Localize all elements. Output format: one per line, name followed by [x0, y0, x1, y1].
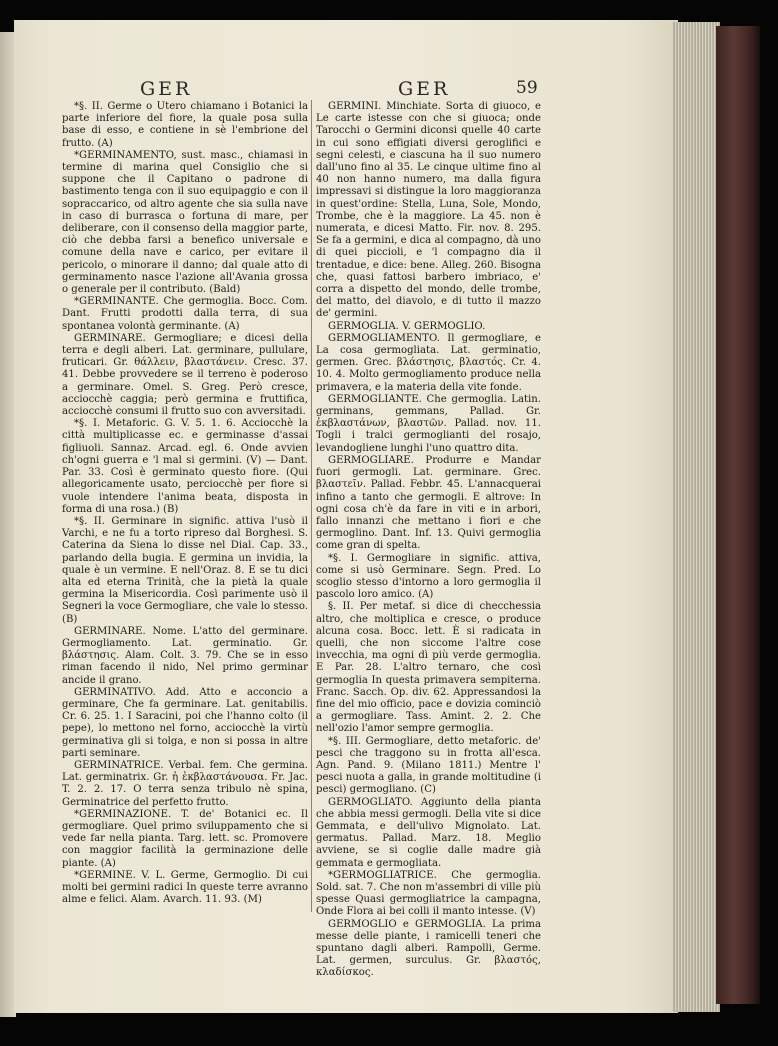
entry: GERMOGLIARE. Produrre e Mandar fuori germogli. Lat. germinare. Grec. βλαστεῖν. Pallad. Febbr. 45. L'annacquerai infino a tanto che germogli. E altrove: In ogni cosa ch'è da fare in viti e in arbori, fallo innanzi che mettano i fiori e che germoglino. Dant. Inf. 13. Quivi germoglia come gran di spelta.	[316, 454, 541, 552]
running-head-center: GER	[398, 78, 451, 100]
entry: GERMINATRICE. Verbal. fem. Che germina. Lat. germinatrix. Gr. ἡ ἐκβλαστάνουσα. Fr. Jac. T. 2. 2. 17. O terra senza tribulo nè spina, Germinatrice del perfetto frutto.	[62, 759, 308, 808]
entry: GERMINI. Minchiate. Sorta di giuoco, e Le carte istesse con che si giuoca; onde Tarocchi o Germini diconsi quelle 40 carte in cui sono effigiati diversi geroglifici e segni celesti, e ciascuna ha il suo numero dall'uno fino al 35. Le cinque ultime fino al 40 non hanno numero, ma dalla figura impressavi si distingue la loro maggioranza in quest'ordine: Stella, Luna, Sole, Mondo, Trombe, che è la maggiore. La 45. non è numerata, e dicesi Matto. Fir. nov. 8. 295. Se fa a germini, e dica al compagno, dà uno di quei piccioli, e 'l compagno dia il trentadue, e dice: bene. Alleg. 260. Bisogna che, quasi fattosi barbero imbriaco, e' corra a dispetto del mondo, delle trombe, del matto, del diavolo, e di tutto il mazzo de' germini.	[316, 101, 541, 320]
left-column	[62, 101, 308, 906]
entry: GERMOGLIANTE. Che germoglia. Latin. germinans, gemmans, Pallad. Gr. ἐκβλαστάνων, βλαστῶν. Pallad. nov. 11. Togli i tralci germoglianti del rosajo, levandogliene lunghi l'uno quattro dita.	[316, 393, 541, 454]
entry: *GERMOGLIATRICE. Che germoglia. Sold. sat. 7. Che non m'assembri di ville più spesse Quasi germogliatrice la campagna, Onde Flora ai bei colli il manto intesse. (V)	[316, 869, 541, 918]
column-divider	[311, 100, 312, 912]
entry: GERMOGLIA. V. GERMOGLIO.	[328, 320, 486, 332]
book-cover-edge	[716, 26, 760, 1004]
entry: GERMOGLIAMENTO. Il germogliare, e La cosa germogliata. Lat. germinatio, germen. Grec. βλάστησις, βλαστός. Cr. 4. 10. 4. Molto germogliamento produce nella primavera, e la materia della vite fonde.	[316, 332, 541, 393]
page-number: 59	[516, 78, 538, 98]
entry: *§. II. Germinare in signific. attiva l'usò il Varchi, e ne fu a torto ripreso dal Borghesi. S. Caterina da Siena lo disse nel Dial. Cap. 33., parlando della bugia. E germina un invidia, la quale è un vermine. E nell'Oraz. 8. E se tu dici alta ed eterna Trinità, che la pietà la quale germina la Misericordia. Così parimente usò il Segneri la voce Germogliare, che vale lo stesso. (B)	[62, 515, 308, 625]
entry: §. II. Per metaf. si dice di checchessia altro, che moltiplica e cresce, o produce alcuna cosa. Bocc. lett. È si radicata in quelli, che non siccome l'altre cose invecchia, ma ogni dì più verde germoglia. E Par. 28. L'altro ternaro, che così germoglia In questa primavera sempiterna. Franc. Sacch. Op. div. 62. Appressandosi la fine del mio officio, pace e dovizia cominciò a germogliare. Tass. Amint. 2. 2. Che nell'ozio l'amor sempre germoglia.	[316, 601, 541, 735]
entry: *GERMINAZIONE. T. de' Botanici ec. Il germogliare. Quel primo sviluppamento che si vede far nella pianta. Targ. lett. sc. Promovere con maggior facilità la germinazione delle piante. (A)	[62, 808, 308, 869]
running-head-left: GER	[140, 78, 193, 100]
entry: GERMOGLIATO. Aggiunto della pianta che abbia messi germogli. Della vite si dice Gemmata, e dell'ulivo Mignolato. Lat. germatus. Pallad. Marz. 18. Meglio avviene, se si coglie dalle madre già gemmata e germogliata.	[316, 796, 541, 869]
entry: GERMINATIVO. Add. Atto e acconcio a germinare, Che fa germinare. Lat. genitabilis. Cr. 6. 25. 1. I Saracini, poi che l'hanno colto (il pepe), lo mettono nel forno, acciocchè la virtù germinativa gli si tolga, e non si possa in altre parti seminare.	[62, 686, 308, 759]
entry: GERMINARE. Germogliare; e dicesi della terra e degli alberi. Lat. germinare, pullulare, fruticari. Gr. θάλλειν, βλαστάνειν. Cresc. 37. 41. Debbe provvedere se il terreno è poderoso a germinare. Omel. S. Greg. Però cresce, acciocchè caggia; però germina e fruttifica, acciocchè consumi il frutto suo con avversitadi.	[62, 332, 308, 418]
entry: *GERMINAMENTO, sust. masc., chiamasi in termine di marina quel Consiglio che si suppone che il Capitano o padrone di bastimento tenga con il suo equipaggio e con il sopraccarico, od altro agente che sia sulla nave in caso di burrasca o fortuna di mare, per deliberare, con il consenso della maggior parte, ciò che debba farsi a benefico universale e comune della nave e carico, per evitare il pericolo, o minorare il danno; dal quale atto di germinamento nasce l'azione all'Avania grossa o generale per il contributo. (Bald)	[62, 149, 308, 296]
entry: GERMINARE. Nome. L'atto del germinare. Germogliamento. Lat. germinatio. Gr. βλάστησις. Alam. Colt. 3. 79. Che se in esso riman facendo il nido, Nel primo germinar ancide il grano.	[62, 625, 308, 686]
entry: *§. II. Germe o Utero chiamano i Botanici la parte inferiore del fiore, la quale posa sulla base di esso, e contiene in sè l'embrione del frutto. (A)	[62, 101, 308, 149]
entry: *§. I. Germogliare in signific. attiva, come si usò Germinare. Segn. Pred. Lo scoglio stesso d'intorno a loro germoglia il pascolo loro amico. (A)	[316, 552, 541, 601]
page-stack-edges	[672, 22, 720, 1012]
entry: *§. III. Germogliare, detto metaforic. de' pesci che traggono su in frotta all'esca. Agn. Pand. 9. (Milano 1811.) Mentre l' pesci nuota a galla, in grande moltitudine (i pesci) germogliano. (C)	[316, 735, 541, 796]
entry: *GERMINANTE. Che germoglia. Bocc. Com. Dant. Frutti prodotti dalla terra, di sua spontanea volontà germinante. (A)	[62, 296, 308, 332]
right-column	[316, 101, 541, 980]
entry: GERMOGLIO e GERMOGLIA. La prima messe delle piante, i ramicelli teneri che spuntano dagli alberi. Rampolli, Germe. Lat. germen, surculus. Gr. βλαστός, κλαδίσκος.	[316, 918, 541, 979]
entry: *§. I. Metaforic. G. V. 5. 1. 6. Acciocchè la città multiplicasse ec. e germinasse d'assai figliuoli. Sannaz. Arcad. egl. 6. Onde avvien ch'ogni guerra e 'l mal si germini. (V) — Dant. Par. 33. Così è germinato questo fiore. (Qui allegoricamente usato, perciocchè per fiore si vuole intendere l'anima beata, disposta in forma di una rosa.) (B)	[62, 418, 308, 515]
entry: *GERMINE. V. L. Germe, Germoglio. Di cui molti bei germini radici In queste terre avranno alme e felici. Alam. Avarch. 11. 93. (M)	[62, 869, 308, 906]
